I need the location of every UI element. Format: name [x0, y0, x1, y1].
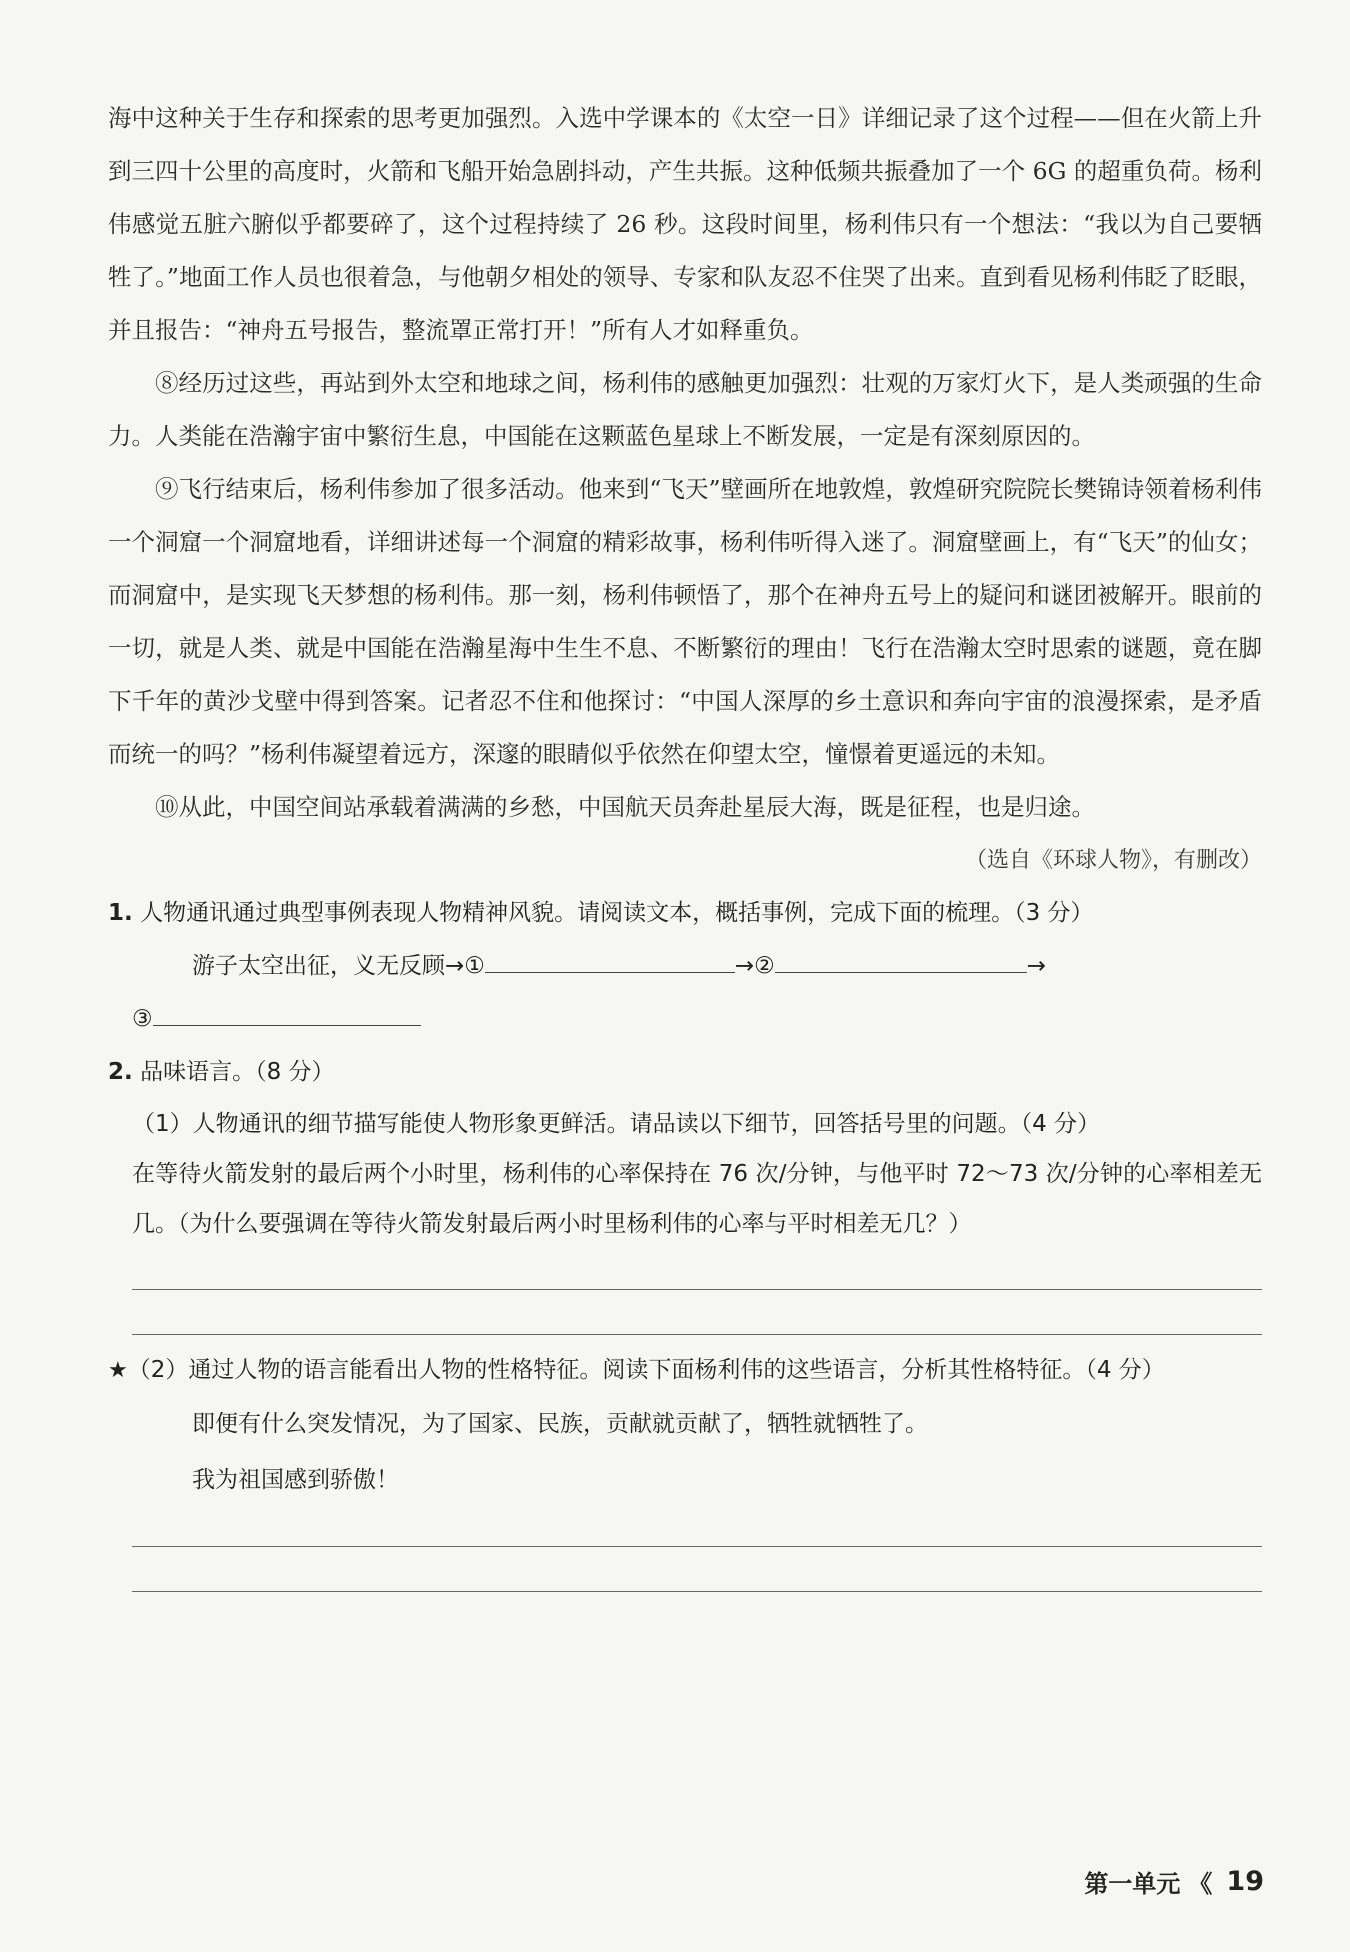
question-2-2-prompt	[108, 1345, 1262, 1396]
page-footer	[1084, 1864, 1264, 1899]
chain-mark-3: ③	[132, 1006, 153, 1032]
question-2-1-body: 在等待火箭发射的最后两个小时里，杨利伟的心率保持在 76 次/分钟，与他平时 72～73 次/分钟的心率相差无几。（为什么要强调在等待火箭发射最后两小时里杨利伟的心率与平时相差无几？）	[132, 1161, 1262, 1237]
quote-1: 即便有什么突发情况，为了国家、民族，贡献就贡献了，牺牲就牺牲了。	[192, 1411, 928, 1437]
question-2-2-text: （2）通过人物的语言能看出人物的性格特征。阅读下面杨利伟的这些语言，分析其性格特征。（4 分）	[127, 1357, 1165, 1383]
answer-line-2-2-b[interactable]	[132, 1591, 1262, 1592]
answer-blank-1[interactable]	[485, 944, 735, 973]
question-2-number: 2.	[108, 1059, 133, 1085]
unit-label: 第一单元	[1084, 1870, 1181, 1898]
passage-paragraph-7-continued: 海中这种关于生存和探索的思考更加强烈。入选中学课本的《太空一日》详细记录了这个过程——但在火箭上升到三四十公里的高度时，火箭和飞船开始急剧抖动，产生共振。这种低频共振叠加了一个 6G 的超重负荷。杨利伟感觉五脏六腑似乎都要碎了，这个过程持续了 26 秒。这段时间里，杨利伟只有一个想法：“我以为自己要牺牲了。”地面工作人员也很着急，与他朝夕相处的领导、专家和队友忍不住哭了出来。直到看见杨利伟眨了眨眼，并且报告：“神舟五号报告，整流罩正常打开！”所有人才如释重负。	[108, 104, 1262, 344]
passage-source: （选自《环球人物》，有删改）	[964, 848, 1262, 873]
quote-2: 我为祖国感到骄傲！	[192, 1467, 399, 1493]
chain-start-label: 游子太空出征，义无反顾→①	[192, 953, 485, 979]
question-1-text: 人物通讯通过典型事例表现人物精神风貌。请阅读文本，概括事例，完成下面的梳理。（3 分）	[140, 900, 1094, 926]
question-2	[108, 1046, 1262, 1099]
question-2-1-prompt: （1）人物通讯的细节描写能使人物形象更鲜活。请品读以下细节，回答括号里的问题。（4 分）	[132, 1111, 1101, 1137]
chevron-left-icon: 《	[1188, 1870, 1213, 1898]
question-2-text: 品味语言。（8 分）	[140, 1059, 335, 1085]
page-number: 19	[1226, 1866, 1264, 1897]
question-1-number: 1.	[108, 900, 133, 926]
question-1-chain	[108, 940, 1262, 1046]
star-icon: ★	[108, 1358, 128, 1383]
answer-blank-3[interactable]	[153, 997, 421, 1026]
passage-paragraph-9: ⑨飞行结束后，杨利伟参加了很多活动。他来到“飞天”壁画所在地敦煌，敦煌研究院院长樊锦诗领着杨利伟一个洞窟一个洞窟地看，详细讲述每一个洞窟的精彩故事，杨利伟听得入迷了。洞窟壁画上，有“飞天”的仙女；而洞窟中，是实现飞天梦想的杨利伟。那一刻，杨利伟顿悟了，那个在神舟五号上的疑问和谜团被解开。眼前的一切，就是人类、就是中国能在浩瀚星海中生生不息、不断繁衍的理由！飞行在浩瀚太空时思索的谜题，竟在脚下千年的黄沙戈壁中得到答案。记者忍不住和他探讨：“中国人深厚的乡土意识和奔向宇宙的浪漫探索，是矛盾而统一的吗？”杨利伟凝望着远方，深邃的眼睛似乎依然在仰望太空，憧憬着更遥远的未知。	[108, 475, 1262, 768]
question-1	[108, 887, 1262, 940]
chain-arrow-2: →②	[734, 953, 775, 979]
passage-paragraph-8: ⑧经历过这些，再站到外太空和地球之间，杨利伟的感触更加强烈：壮观的万家灯火下，是人类顽强的生命力。人类能在浩瀚宇宙中繁衍生息，中国能在这颗蓝色星球上不断发展，一定是有深刻原因的。	[108, 369, 1262, 450]
chain-arrow-3: →	[1026, 953, 1047, 979]
answer-blank-2[interactable]	[775, 944, 1027, 973]
passage-paragraph-10: ⑩从此，中国空间站承载着满满的乡愁，中国航天员奔赴星辰大海，既是征程，也是归途。	[155, 793, 1095, 821]
